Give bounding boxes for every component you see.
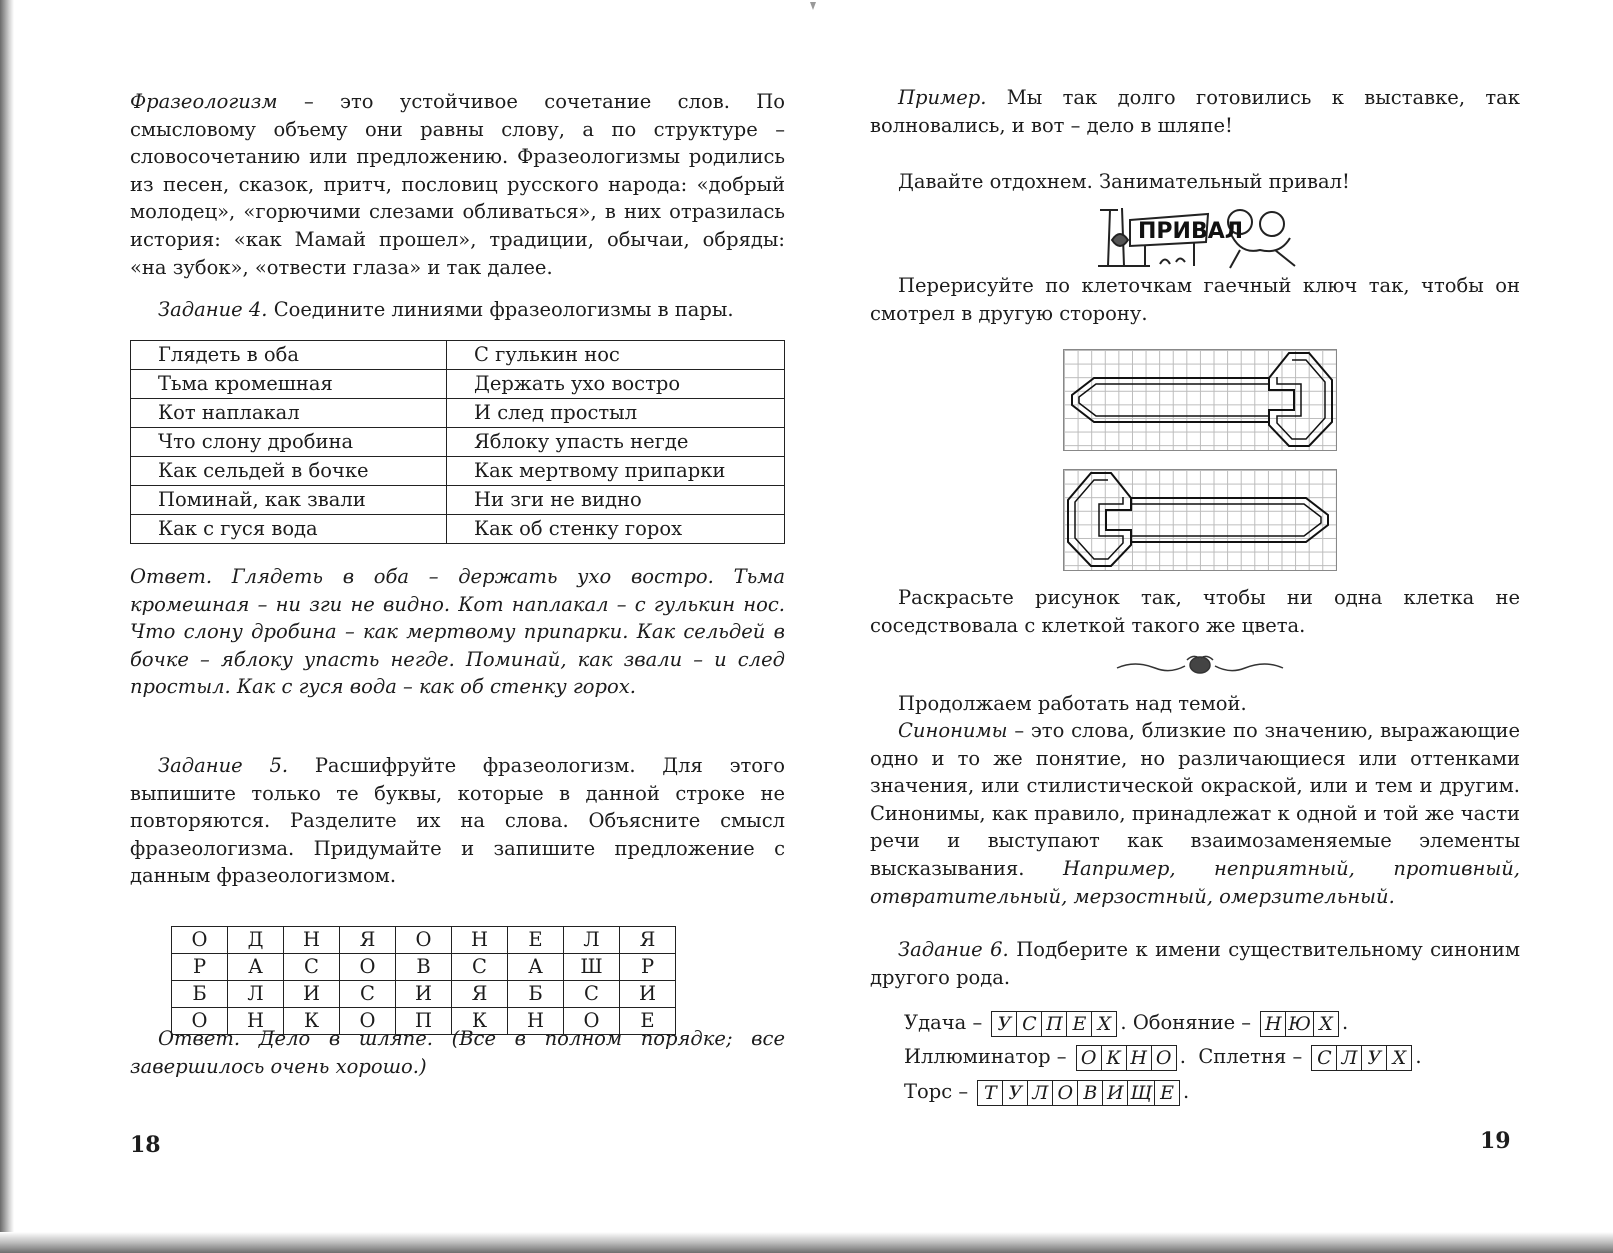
phrase-cell-right: Держать ухо востро — [447, 370, 785, 399]
letter-cell: Я — [452, 981, 508, 1008]
letter-cell: Б — [172, 981, 228, 1008]
letter-cell: И — [284, 981, 340, 1008]
privat-illustration — [1090, 200, 1310, 274]
letter-cell: Р — [620, 954, 676, 981]
letter-cell: О — [564, 1008, 620, 1035]
rest-line: Давайте отдохнем. Занимательный привал! — [898, 170, 1350, 193]
phrase-row — [131, 457, 785, 486]
phrase-cell-right: Как об стенку горох — [447, 515, 785, 544]
answer-letter-box: В — [1078, 1081, 1103, 1105]
letter-cell: О — [172, 927, 228, 954]
phrase-cell-left: Как сельдей в бочке — [131, 457, 447, 486]
answer-letter-box: И — [1103, 1081, 1128, 1105]
answer-letter-box: Х — [1392, 1046, 1407, 1069]
answer-letter-box: О — [1053, 1081, 1078, 1105]
tors-boxes — [977, 1080, 1180, 1106]
wrench-grid-bottom — [1063, 469, 1337, 571]
letter-cell: И — [620, 981, 676, 1008]
letter-grid — [171, 926, 676, 1035]
answer-letter-box: О — [1155, 1046, 1172, 1069]
answer6-line3: Торс – Т У Л О В И Щ Е . — [904, 1080, 1190, 1104]
phrase-row — [131, 370, 785, 399]
letter-cell: Б — [508, 981, 564, 1008]
letter-cell: Е — [508, 927, 564, 954]
letter-cell: С — [284, 954, 340, 981]
answer-letter-box: Ю — [1286, 1012, 1314, 1036]
letter-cell: И — [396, 981, 452, 1008]
phrase-cell-right: Как мертвому припарки — [447, 457, 785, 486]
udacha-label: Удача – — [904, 1011, 983, 1034]
answer-letter-box: У — [1003, 1081, 1028, 1105]
letter-cell: Ш — [564, 954, 620, 981]
phrase-row — [131, 515, 785, 544]
illyuminator-label: Иллюминатор – — [904, 1045, 1067, 1068]
answer-letter-box: Н — [1127, 1046, 1152, 1070]
answer-letter-box: У — [1362, 1046, 1387, 1070]
udacha-boxes — [991, 1011, 1117, 1037]
letter-cell: Я — [620, 927, 676, 954]
phrase-table — [130, 340, 785, 544]
book-left-edge — [0, 0, 14, 1253]
letter-cell: С — [452, 954, 508, 981]
letter-cell: А — [228, 954, 284, 981]
letter-cell: О — [172, 1008, 228, 1035]
answer-letter-box: С — [1312, 1046, 1337, 1070]
answer-letter-box: Х — [1319, 1012, 1333, 1035]
answer6-line1: Удача – У С П Е Х . Обоняние – Н Ю Х . — [904, 1011, 1349, 1035]
task4-heading: Задание 4. Соедините линиями фразеологизмы в пары. — [158, 298, 734, 321]
letter-cell: С — [564, 981, 620, 1008]
letter-cell: Л — [564, 927, 620, 954]
tors-label: Торс – — [904, 1080, 969, 1103]
letter-cell: С — [340, 981, 396, 1008]
answer-letter-box: Е — [1067, 1012, 1092, 1036]
answer-letter-box: О — [1077, 1046, 1102, 1070]
letter-cell: Н — [284, 927, 340, 954]
letter-cell: Р — [172, 954, 228, 981]
phrase-cell-right: И след простыл — [447, 399, 785, 428]
phrase-row — [131, 486, 785, 515]
ornament-divider — [1115, 652, 1285, 678]
letter-cell: Я — [340, 927, 396, 954]
phrase-row — [131, 341, 785, 370]
answer4-paragraph: Ответ. Глядеть в оба – держать ухо востро. Тьма кромешная – ни зги не видно. Кот наплакал – с гулькин нос. Что слону дробина – как мертвому припарки. Как сельдей в бочке – яблоку упасть негде. Поминай, как звали – и след простыл. Как с гуся вода – как об стенку горох. — [130, 565, 785, 699]
letter-cell: Н — [228, 1008, 284, 1035]
letter-cell: О — [340, 1008, 396, 1035]
letter-cell: Е — [620, 1008, 676, 1035]
example-paragraph: Пример. Мы так долго готовились к выставке, так волновались, и вот – дело в шляпе! — [870, 86, 1520, 137]
continue-line: Продолжаем работать над темой. — [898, 692, 1247, 715]
letter-row — [172, 981, 676, 1008]
answer-letter-box: С — [1017, 1012, 1042, 1036]
phrase-cell-right: Ни зги не видно — [447, 486, 785, 515]
letter-cell: Н — [508, 1008, 564, 1035]
privat-sign: ПРИВАЛ — [1138, 219, 1244, 244]
binding-mark — [810, 0, 816, 12]
wrench-drawing-bottom — [1064, 470, 1336, 570]
color-task: Раскрасьте рисунок так, чтобы ни одна клетка не соседствовала с клеткой такого же цвета. — [870, 586, 1520, 637]
letter-row — [172, 954, 676, 981]
phrase-cell-left: Как с гуся вода — [131, 515, 447, 544]
obonyanie-label: Обоняние – — [1132, 1011, 1252, 1034]
phrase-cell-left: Кот наплакал — [131, 399, 447, 428]
phrase-cell-left: Глядеть в оба — [131, 341, 447, 370]
phrase-cell-left: Тьма кромешная — [131, 370, 447, 399]
phrase-row — [131, 428, 785, 457]
letter-cell: К — [284, 1008, 340, 1035]
illyuminator-boxes — [1076, 1045, 1177, 1071]
letter-cell: О — [396, 927, 452, 954]
answer-letter-box: К — [1102, 1046, 1127, 1070]
phrase-row — [131, 399, 785, 428]
answer-letter-box: Н — [1261, 1012, 1286, 1036]
phrase-cell-left: Что слону дробина — [131, 428, 447, 457]
letter-cell: Л — [228, 981, 284, 1008]
letter-cell: Д — [228, 927, 284, 954]
book-bottom-edge — [0, 1232, 1613, 1253]
answer-letter-box: Л — [1337, 1046, 1362, 1070]
letter-cell: А — [508, 954, 564, 981]
letter-cell: К — [452, 1008, 508, 1035]
answer-letter-box: П — [1042, 1012, 1067, 1036]
phrase-cell-right: Яблоку упасть негде — [447, 428, 785, 457]
intro-paragraph: Фразеологизм – это устойчивое сочетание слов. По смысловому объему они равны слову, а по структуре – словосочетанию или предложению. Фразеологизмы родились из песен, сказок, притч, пословиц русского народа: «добрый молодец», «горючими слезами обливаться», в них отразилась история: «как Мамай прошел», традиции, обычаи, обряды: «на зубок», «отвести глаза» и так далее. — [130, 90, 785, 279]
letter-cell: В — [396, 954, 452, 981]
answer-letter-box: Т — [978, 1081, 1003, 1105]
wrench-task: Перерисуйте по клеточкам гаечный ключ так, чтобы он смотрел в другую сторону. — [870, 274, 1520, 325]
spletnya-boxes — [1311, 1045, 1412, 1071]
letter-cell: О — [340, 954, 396, 981]
answer-letter-box: Л — [1028, 1081, 1053, 1105]
page-number-left: 18 — [130, 1132, 161, 1158]
answer-letter-box: Е — [1160, 1081, 1174, 1104]
wrench-drawing-top — [1064, 350, 1336, 450]
letter-row — [172, 927, 676, 954]
synonyms-paragraph: Синонимы – это слова, близкие по значению, выражающие одно и то же понятие, но различающиеся или оттенками значения, или стилистической окраской, или и тем и другим. Синонимы, как правило, принадлежат к одной и той же части речи и выступают как взаимозаменяемые элементы высказывания. Например, неприятный, противный, отвратительный, мерзостный, омерзительный. — [870, 719, 1520, 908]
wrench-grid-top — [1063, 349, 1337, 451]
answer5-paragraph: Ответ. Дело в шляпе. (Все в полном порядке; все завершилось очень хорошо.) — [130, 1027, 785, 1078]
spletnya-label: Сплетня – — [1198, 1045, 1303, 1068]
page-number-right: 19 — [1480, 1128, 1511, 1154]
answer-letter-box: Щ — [1128, 1081, 1155, 1105]
task6-paragraph: Задание 6. Подберите к имени существительному синоним другого рода. — [870, 938, 1520, 989]
answer-letter-box: У — [992, 1012, 1017, 1036]
letter-cell: Н — [452, 927, 508, 954]
obonyanie-boxes — [1260, 1011, 1339, 1037]
letter-cell: П — [396, 1008, 452, 1035]
task5-paragraph: Задание 5. Расшифруйте фразеологизм. Для этого выпишите только те буквы, которые в данной строке не повторяются. Разделите их на слова. Объясните смысл фразеологизма. Придумайте и запишите предложение с данным фразеологизмом. — [130, 754, 785, 888]
answer6-line2: Иллюминатор – О К Н О . Сплетня – С Л У Х . — [904, 1045, 1422, 1069]
phrase-cell-left: Поминай, как звали — [131, 486, 447, 515]
answer-letter-box: Х — [1097, 1012, 1112, 1035]
phrase-cell-right: С гулькин нос — [447, 341, 785, 370]
